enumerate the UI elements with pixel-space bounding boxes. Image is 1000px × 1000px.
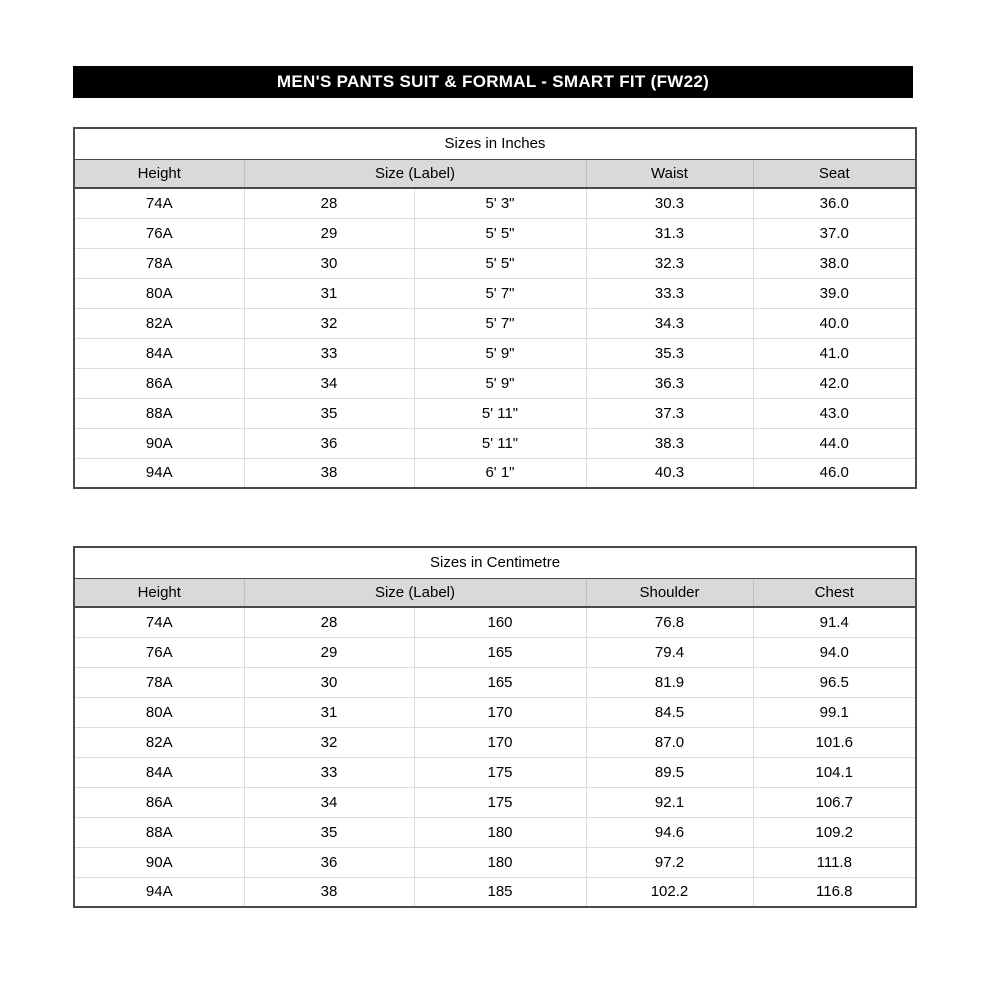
sizes-in-centimetre-table xyxy=(73,546,917,908)
table-cell: 79.4 xyxy=(586,637,753,667)
table-cell: 96.5 xyxy=(753,667,916,697)
table-cell: 40.0 xyxy=(753,308,916,338)
table-cell: 33.3 xyxy=(586,278,753,308)
table-cell: 90A xyxy=(74,428,244,458)
table-cell: 84A xyxy=(74,757,244,787)
table-cell: 109.2 xyxy=(753,817,916,847)
table-cell: 170 xyxy=(414,697,586,727)
table-cell: 36.0 xyxy=(753,188,916,218)
table-cell: 34 xyxy=(244,787,414,817)
sizes-in-inches-table xyxy=(73,127,917,489)
table-cell: 94A xyxy=(74,877,244,907)
table-cell: 36.3 xyxy=(586,368,753,398)
table-row xyxy=(74,817,916,847)
table-cell: 33 xyxy=(244,757,414,787)
table-cell: 80A xyxy=(74,278,244,308)
table-cell: 30.3 xyxy=(586,188,753,218)
table-cell: 5' 7" xyxy=(414,278,586,308)
table-cell: 5' 5" xyxy=(414,248,586,278)
table-cell: 34 xyxy=(244,368,414,398)
table-cell: 88A xyxy=(74,817,244,847)
table-cell: 5' 9" xyxy=(414,368,586,398)
table-cell: 80A xyxy=(74,697,244,727)
table-cell: 88A xyxy=(74,398,244,428)
table-cell: 78A xyxy=(74,248,244,278)
table-cell: 5' 5" xyxy=(414,218,586,248)
table-row xyxy=(74,697,916,727)
table-cell: 29 xyxy=(244,218,414,248)
table-cell: 5' 11" xyxy=(414,428,586,458)
table-cell: 36 xyxy=(244,847,414,877)
table-cell: 90A xyxy=(74,847,244,877)
table-cell: 31 xyxy=(244,697,414,727)
table-cell: 89.5 xyxy=(586,757,753,787)
table-cell: 6' 1" xyxy=(414,458,586,488)
table-cell: 74A xyxy=(74,188,244,218)
table-cell: 37.0 xyxy=(753,218,916,248)
table-cell: 104.1 xyxy=(753,757,916,787)
table-cell: 175 xyxy=(414,757,586,787)
table-cell: 30 xyxy=(244,248,414,278)
table-row xyxy=(74,188,916,218)
table-title: Sizes in Inches xyxy=(74,128,916,159)
column-header-shoulder: Shoulder xyxy=(586,578,753,607)
table-cell: 44.0 xyxy=(753,428,916,458)
table-cell: 33 xyxy=(244,338,414,368)
table-cell: 101.6 xyxy=(753,727,916,757)
table-cell: 28 xyxy=(244,188,414,218)
table-cell: 170 xyxy=(414,727,586,757)
table-cell: 81.9 xyxy=(586,667,753,697)
table-cell: 5' 9" xyxy=(414,338,586,368)
table-cell: 43.0 xyxy=(753,398,916,428)
table-cell: 92.1 xyxy=(586,787,753,817)
table-cell: 94.0 xyxy=(753,637,916,667)
table-cell: 38 xyxy=(244,458,414,488)
table-title-row xyxy=(74,547,916,578)
table-cell: 99.1 xyxy=(753,697,916,727)
table-row xyxy=(74,248,916,278)
table-cell: 38.0 xyxy=(753,248,916,278)
table-cell: 36 xyxy=(244,428,414,458)
table-cell: 87.0 xyxy=(586,727,753,757)
table-cell: 185 xyxy=(414,877,586,907)
table-row xyxy=(74,278,916,308)
table-cell: 28 xyxy=(244,607,414,637)
table-title-row xyxy=(74,128,916,159)
table-row xyxy=(74,847,916,877)
table-cell: 32.3 xyxy=(586,248,753,278)
table-cell: 175 xyxy=(414,787,586,817)
table-cell: 39.0 xyxy=(753,278,916,308)
table-cell: 38.3 xyxy=(586,428,753,458)
table-cell: 165 xyxy=(414,667,586,697)
table-row xyxy=(74,637,916,667)
table-cell: 76.8 xyxy=(586,607,753,637)
table-cell: 111.8 xyxy=(753,847,916,877)
table-header-row xyxy=(74,159,916,188)
table-row xyxy=(74,607,916,637)
table-cell: 160 xyxy=(414,607,586,637)
table-cell: 76A xyxy=(74,637,244,667)
table-cell: 32 xyxy=(244,308,414,338)
column-header-size-label: Size (Label) xyxy=(244,578,586,607)
table-cell: 31.3 xyxy=(586,218,753,248)
table-cell: 76A xyxy=(74,218,244,248)
table-cell: 94.6 xyxy=(586,817,753,847)
table-cell: 34.3 xyxy=(586,308,753,338)
table-row xyxy=(74,667,916,697)
column-header-waist: Waist xyxy=(586,159,753,188)
table-row xyxy=(74,727,916,757)
table-cell: 42.0 xyxy=(753,368,916,398)
table-row xyxy=(74,787,916,817)
table-cell: 5' 7" xyxy=(414,308,586,338)
table-cell: 29 xyxy=(244,637,414,667)
table-row xyxy=(74,368,916,398)
table-cell: 84.5 xyxy=(586,697,753,727)
table-row xyxy=(74,458,916,488)
column-header-size-label: Size (Label) xyxy=(244,159,586,188)
table-cell: 5' 3" xyxy=(414,188,586,218)
table-cell: 5' 11" xyxy=(414,398,586,428)
table-cell: 86A xyxy=(74,368,244,398)
table-cell: 31 xyxy=(244,278,414,308)
column-header-chest: Chest xyxy=(753,578,916,607)
column-header-height: Height xyxy=(74,578,244,607)
table-cell: 35 xyxy=(244,398,414,428)
table-row xyxy=(74,877,916,907)
table-cell: 106.7 xyxy=(753,787,916,817)
table-cell: 82A xyxy=(74,727,244,757)
table-row xyxy=(74,428,916,458)
table-row xyxy=(74,218,916,248)
table-title: Sizes in Centimetre xyxy=(74,547,916,578)
table-row xyxy=(74,338,916,368)
table-cell: 41.0 xyxy=(753,338,916,368)
table-cell: 32 xyxy=(244,727,414,757)
table-cell: 86A xyxy=(74,787,244,817)
document-title: MEN'S PANTS SUIT & FORMAL - SMART FIT (FW22) xyxy=(276,72,710,91)
table-header-row xyxy=(74,578,916,607)
table-cell: 91.4 xyxy=(753,607,916,637)
table-cell: 74A xyxy=(74,607,244,637)
table-cell: 116.8 xyxy=(816,883,853,901)
table-cell: 38 xyxy=(244,877,414,907)
table-cell: 180 xyxy=(414,847,586,877)
table-cell: 97.2 xyxy=(586,847,753,877)
table-cell: 40.3 xyxy=(586,458,753,488)
table-cell: 78A xyxy=(74,667,244,697)
table-body xyxy=(74,188,916,488)
table-body xyxy=(74,607,916,907)
table-cell: 37.3 xyxy=(586,398,753,428)
table-row xyxy=(74,757,916,787)
table-cell: 35.3 xyxy=(586,338,753,368)
document-title-bar xyxy=(73,66,913,98)
table-cell: 180 xyxy=(414,817,586,847)
column-header-seat: Seat xyxy=(753,159,916,188)
column-header-height: Height xyxy=(74,159,244,188)
table-row xyxy=(74,308,916,338)
table-cell: 35 xyxy=(244,817,414,847)
table-cell: 94A xyxy=(74,458,244,488)
table-cell: 84A xyxy=(74,338,244,368)
table-cell: 46.0 xyxy=(819,464,849,482)
table-cell: 82A xyxy=(74,308,244,338)
table-cell: 30 xyxy=(244,667,414,697)
table-cell: 165 xyxy=(414,637,586,667)
table-row xyxy=(74,398,916,428)
table-cell: 102.2 xyxy=(586,877,753,907)
